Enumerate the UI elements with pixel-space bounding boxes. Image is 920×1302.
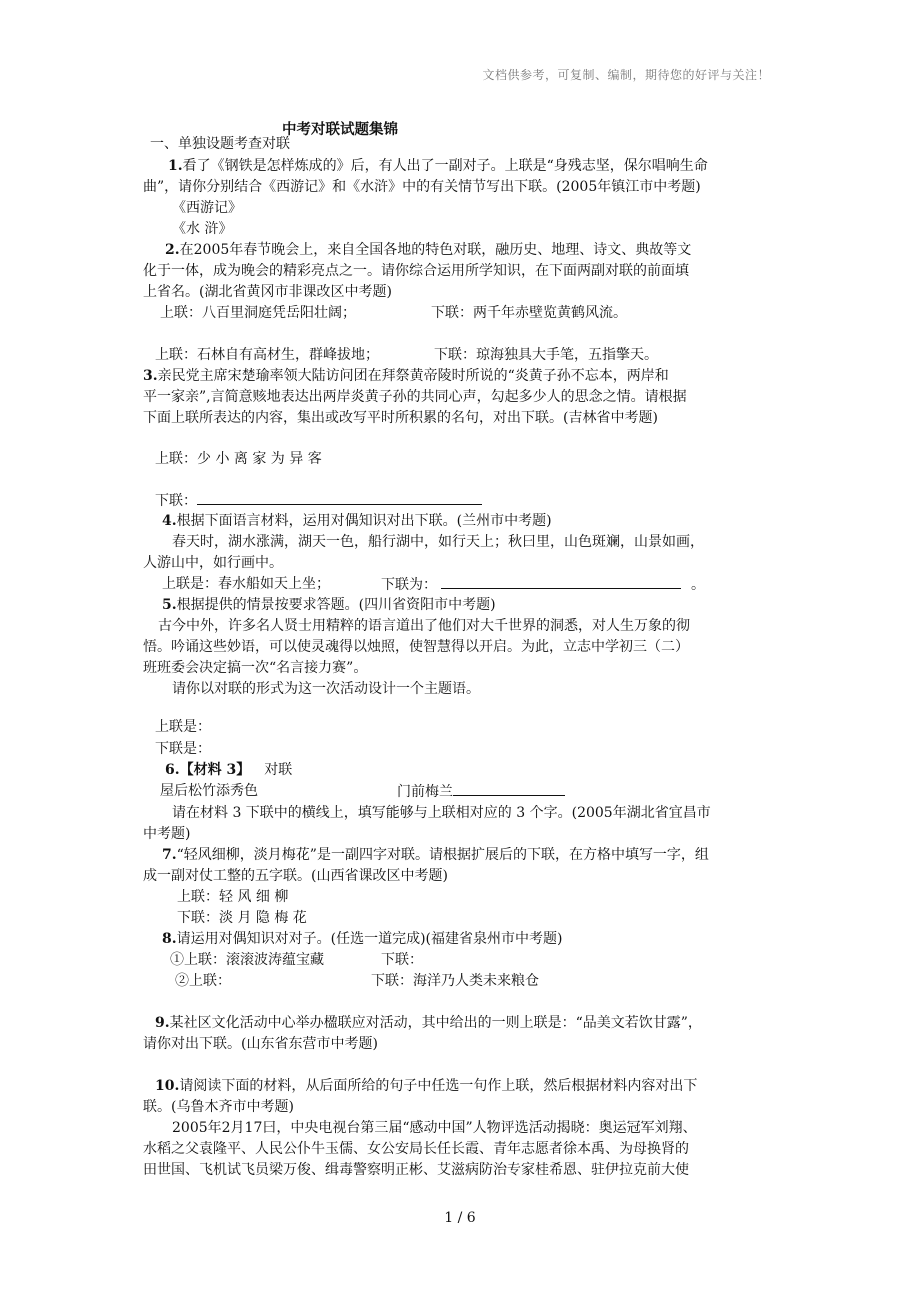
q2-pair2-upper: 上联：石林自有高材生，群峰拔地； <box>155 347 379 363</box>
q4-line2: 春天时，湖水涨满，湖天一色，船行湖中，如行天上；秋曰里，山色斑斓，山景如画， <box>172 534 704 550</box>
q1-blank-xiyouji: 《西游记》 <box>172 200 242 216</box>
q10-line5: 田世国、飞机试飞员梁万俊、缉毒警察明正彬、艾滋病防治专家桂希恩、驻伊拉克前大使 <box>143 1162 689 1178</box>
q2-line2: 化于一体，成为晚会的精彩亮点之一。请你综合运用所学知识，在下面两副对联的前面填 <box>143 263 689 279</box>
q8-option2-lower: 下联：海洋乃人类未来粮仓 <box>371 973 539 989</box>
section-heading: 一、单独设题考查对联 <box>150 136 290 152</box>
q10-line3: 2005年2月17曰，中央电视台第三届“感动中国”人物评选活动揭晓：奥运冠军刘翔、 <box>172 1120 697 1136</box>
q10-line2: 联。(乌鲁木齐市中考题) <box>143 1099 294 1115</box>
q3-upper: 上联：少 小 离 家 为 异 客 <box>155 451 322 467</box>
q3-answer-blank[interactable] <box>197 490 482 505</box>
q6-couplet-lower: 门前梅兰 <box>397 781 565 802</box>
q7-lower: 下联：淡 月 隐 梅 花 <box>177 910 307 926</box>
q3-line3: 下面上联所表达的内容，集出或改写平时所积累的名句，对出下联。(吉林省中考题) <box>143 410 658 426</box>
q1-blank-shuihu: 《水 浒》 <box>172 221 233 237</box>
q8-option2-upper: ②上联： <box>175 973 231 989</box>
header-note: 文档供参考，可复制、编制，期待您的好评与关注！ <box>482 68 770 82</box>
q2-pair1-upper: 上联：八百里洞庭凭岳阳壮阔； <box>160 305 356 321</box>
q7-line2: 成一副对仗工整的五字联。(山西省课改区中考题) <box>143 868 448 884</box>
q10-line4: 水稻之父袁隆平、人民公仆牛玉儒、女公安局长任长霞、青年志愿者徐本禹、为母换肾的 <box>143 1141 689 1157</box>
page-title: 中考对联试题集锦 <box>282 121 398 138</box>
q5-line2: 古今中外，许多名人贤士用精粹的语言道出了他们对大千世界的洞悉，对人生万象的彻 <box>158 618 690 634</box>
q2-pair1-lower: 下联：两千年赤壁览黄鹤风流。 <box>431 305 627 321</box>
q4-lower: 下联为： 。 <box>381 574 705 595</box>
q3-line2: 平一家亲”,言简意赅地表达出两岸炎黄子孙的共同心声，勾起多少人的思念之情。请根据 <box>143 389 687 405</box>
q8-line1: 8.请运用对偶知识对对子。(任选一道完成)(福建省泉州市中考题) <box>162 931 563 947</box>
q4-upper: 上联是：春水船如天上坐； <box>162 576 330 592</box>
q7-line1: 7.“轻风细柳，淡月梅花”是一副四字对联。请根据扩展后的下联，在方格中填写一字，组 <box>162 847 709 863</box>
q9-line1: 9.某社区文化活动中心举办楹联应对活动，其中给出的一则上联是：“品美文若饮甘露”， <box>155 1015 702 1031</box>
q7-upper: 上联：轻 风 细 柳 <box>177 889 289 905</box>
q3-line1: 3.亲民党主席宋楚瑜率领大陆访问团在拜祭黄帝陵时所说的“炎黄子孙不忘本，两岸和 <box>143 368 669 384</box>
q10-line1: 10.请阅读下面的材料，从后面所给的句子中任选一句作上联，然后根据材料内容对出下 <box>155 1078 698 1094</box>
q6-line2: 中考题) <box>143 826 191 842</box>
q6-line1: 请在材料 3 下联中的横线上，填写能够与上联相对应的 3 个字。(2005年湖北省宜昌市 <box>172 805 711 821</box>
q5-lower: 下联是： <box>155 741 211 757</box>
q6-answer-blank[interactable] <box>453 781 565 796</box>
q8-option1-lower: 下联： <box>381 952 423 968</box>
q9-line2: 请你对出下联。(山东省东营市中考题) <box>143 1036 378 1052</box>
q5-line5: 请你以对联的形式为这一次活动设计一个主题语。 <box>172 681 480 697</box>
q5-line3: 悟。吟诵这些妙语，可以使灵魂得以烛照，使智慧得以开启。为此，立志中学初三（二） <box>143 639 689 655</box>
q2-pair2-lower: 下联：琼海独具大手笔，五指擎天。 <box>434 347 658 363</box>
page-number: 1 / 6 <box>444 1210 476 1226</box>
q4-line3: 人游山中，如行画中。 <box>143 555 283 571</box>
q2-line3: 上省名。(湖北省黄冈市非课改区中考题) <box>143 284 392 300</box>
q1-line1: 1.看了《钢铁是怎样炼成的》后，有人出了一副对子。上联是“身残志坚，保尔唱响生命 <box>168 158 708 174</box>
q5-line1: 5.根据提供的情景按要求答题。(四川省资阳市中考题) <box>162 597 496 613</box>
q5-line4: 班班委会决定搞一次“名言接力赛”。 <box>143 660 368 676</box>
q5-upper: 上联是： <box>155 719 211 735</box>
q4-line1: 4.根据下面语言材料，运用对偶知识对出下联。(兰州市中考题) <box>162 513 552 529</box>
q6-heading: 6.【材料 3】 对联 <box>165 762 293 778</box>
q4-answer-blank[interactable] <box>441 574 681 589</box>
q8-option1-upper: ①上联：滚滚波涛蕴宝藏 <box>170 952 324 968</box>
q6-couplet-upper: 屋后松竹添秀色 <box>160 783 258 799</box>
q1-line2: 曲”，请你分别结合《西游记》和《水浒》中的有关情节写出下联。(2005年镇江市中考题) <box>143 179 701 195</box>
q2-line1: 2.在2005年春节晚会上，来自全国各地的特色对联，融历史、地理、诗文、典故等文 <box>165 242 692 258</box>
q3-lower: 下联： <box>155 490 482 511</box>
